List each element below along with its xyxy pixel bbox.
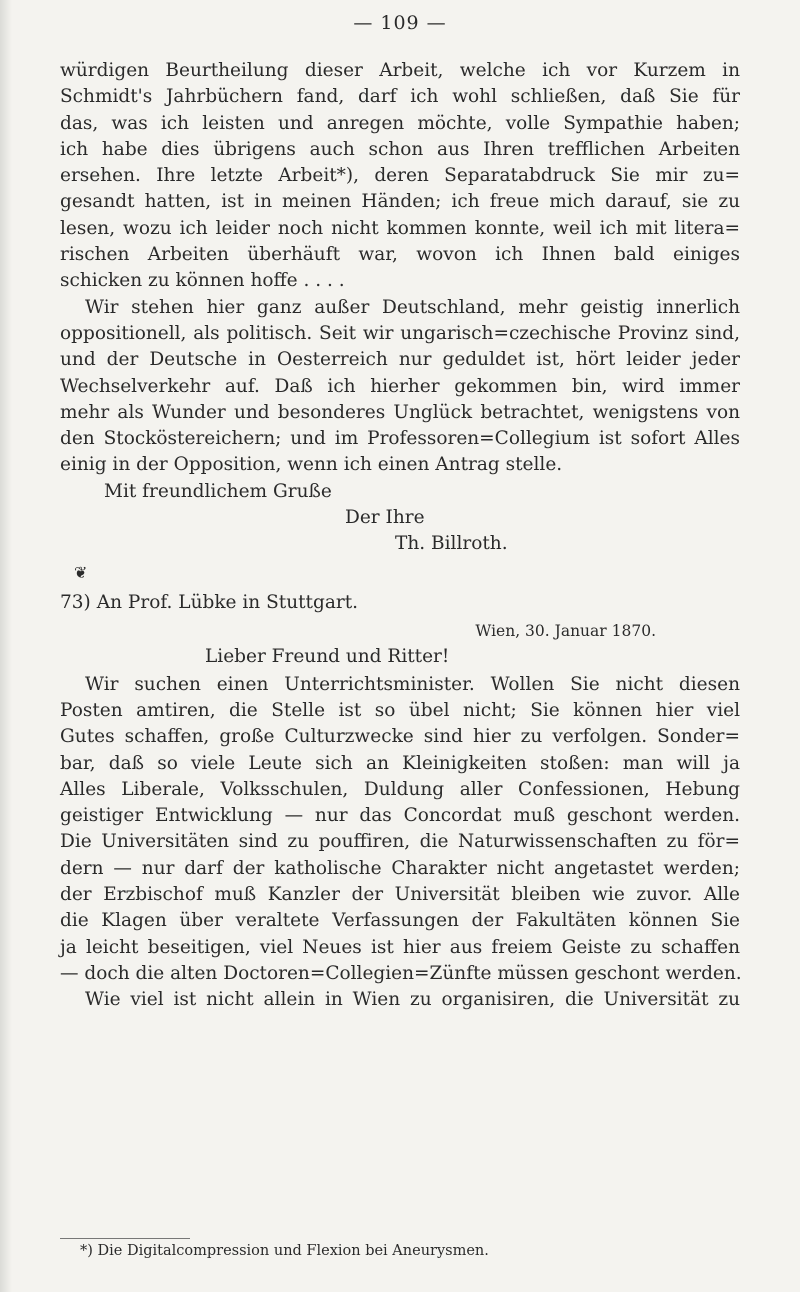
closing-greeting: Mit freundlichem Gruße [104, 480, 332, 502]
text-line: schicken zu können hoffe . . . . [60, 270, 345, 292]
letter-date: Wien, 30. Januar 1870. [475, 621, 656, 640]
text-line: Alles Liberale, Volksschulen, Duldung aller Confessionen, Hebung [60, 778, 740, 800]
text-line: einig in der Opposition, wenn ich einen Antrag stelle. [60, 454, 563, 476]
separator-ornament: ❦ [74, 562, 88, 582]
text-line: Wechselverkehr auf. Daß ich hierher gekommen bin, wird immer [60, 375, 740, 397]
text-line: Wir suchen einen Unterrichtsminister. Wollen Sie nicht diesen [85, 673, 740, 695]
text-line: den Stocköstereichern; und im Professoren=Collegium ist sofort Alles [60, 428, 740, 450]
text-line: Wie viel ist nicht allein in Wien zu organisiren, die Universität zu [85, 989, 740, 1011]
text-line: die Klagen über veraltete Verfassungen der Fakultäten können Sie [60, 910, 740, 932]
text-line: — doch die alten Doctoren=Collegien=Zünfte müssen geschont werden. [60, 962, 742, 984]
letter-number: 73) [60, 591, 91, 613]
text-line: ersehen. Ihre letzte Arbeit*), deren Separatabdruck Sie mir zu= [60, 165, 740, 187]
text-line: geistiger Entwicklung — nur das Concordat muß geschont werden. [60, 805, 740, 827]
footnote-divider [60, 1238, 190, 1239]
text-line: rischen Arbeiten überhäuft war, wovon ich Ihnen bald einiges [60, 244, 740, 266]
text-line: mehr als Wunder und besonderes Unglück betrachtet, wenigstens von [60, 401, 740, 423]
letter-heading [60, 588, 740, 618]
text-line: Wir stehen hier ganz außer Deutschland, mehr geistig innerlich [85, 296, 740, 318]
text-line: oppositionell, als politisch. Seit wir ungarisch=czechische Provinz sind, [60, 322, 740, 344]
text-line: bar, daß so viele Leute sich an Kleinigkeiten stoßen: man will ja [60, 752, 740, 774]
letter-salutation: Lieber Freund und Ritter! [205, 645, 450, 667]
text-line: Die Universitäten sind zu pouffiren, die Naturwissenschaften zu för= [60, 831, 740, 853]
text-line: und der Deutsche in Oesterreich nur geduldet ist, hört leider jeder [60, 349, 740, 371]
paragraph-2 [60, 295, 740, 479]
text-line: das, was ich leisten und anregen möchte, volle Sympathie haben; [60, 112, 740, 134]
letter-recipient: An Prof. Lübke in Stuttgart. [96, 591, 359, 613]
closing-phrase: Der Ihre [345, 507, 425, 529]
paragraph-1 [60, 58, 740, 295]
letter-body [60, 672, 740, 1014]
text-line: ja leicht beseitigen, viel Neues ist hier aus freiem Geiste zu schaffen [60, 936, 740, 958]
text-line: lesen, wozu ich leider noch nicht kommen konnte, weil ich mit litera= [60, 217, 740, 239]
text-line: gesandt hatten, ist in meinen Händen; ich freue mich darauf, sie zu [60, 191, 740, 213]
text-line: der Erzbischof muß Kanzler der Universität bleiben wie zuvor. Alle [60, 884, 740, 906]
text-line: würdigen Beurtheilung dieser Arbeit, welche ich vor Kurzem in [60, 60, 740, 81]
footnote: *) Die Digitalcompression und Flexion bei Aneurysmen. [80, 1243, 489, 1259]
text-line: ich habe dies übrigens auch schon aus Ihren trefflichen Arbeiten [60, 138, 740, 160]
text-line: Schmidt's Jahrbüchern fand, darf ich wohl schließen, daß Sie für [60, 86, 740, 108]
text-line: dern — nur darf der katholische Charakter nicht angetastet werden; [60, 857, 740, 879]
signature: Th. Billroth. [395, 533, 508, 555]
text-line: Posten amtiren, die Stelle ist so übel nicht; Sie können hier viel [60, 699, 740, 721]
page-number: — 109 — [353, 12, 447, 34]
main-text [60, 58, 740, 1014]
text-line: Gutes schaffen, große Culturzwecke sind hier zu verfolgen. Sonder= [60, 726, 740, 748]
spine-shadow [0, 0, 12, 1292]
